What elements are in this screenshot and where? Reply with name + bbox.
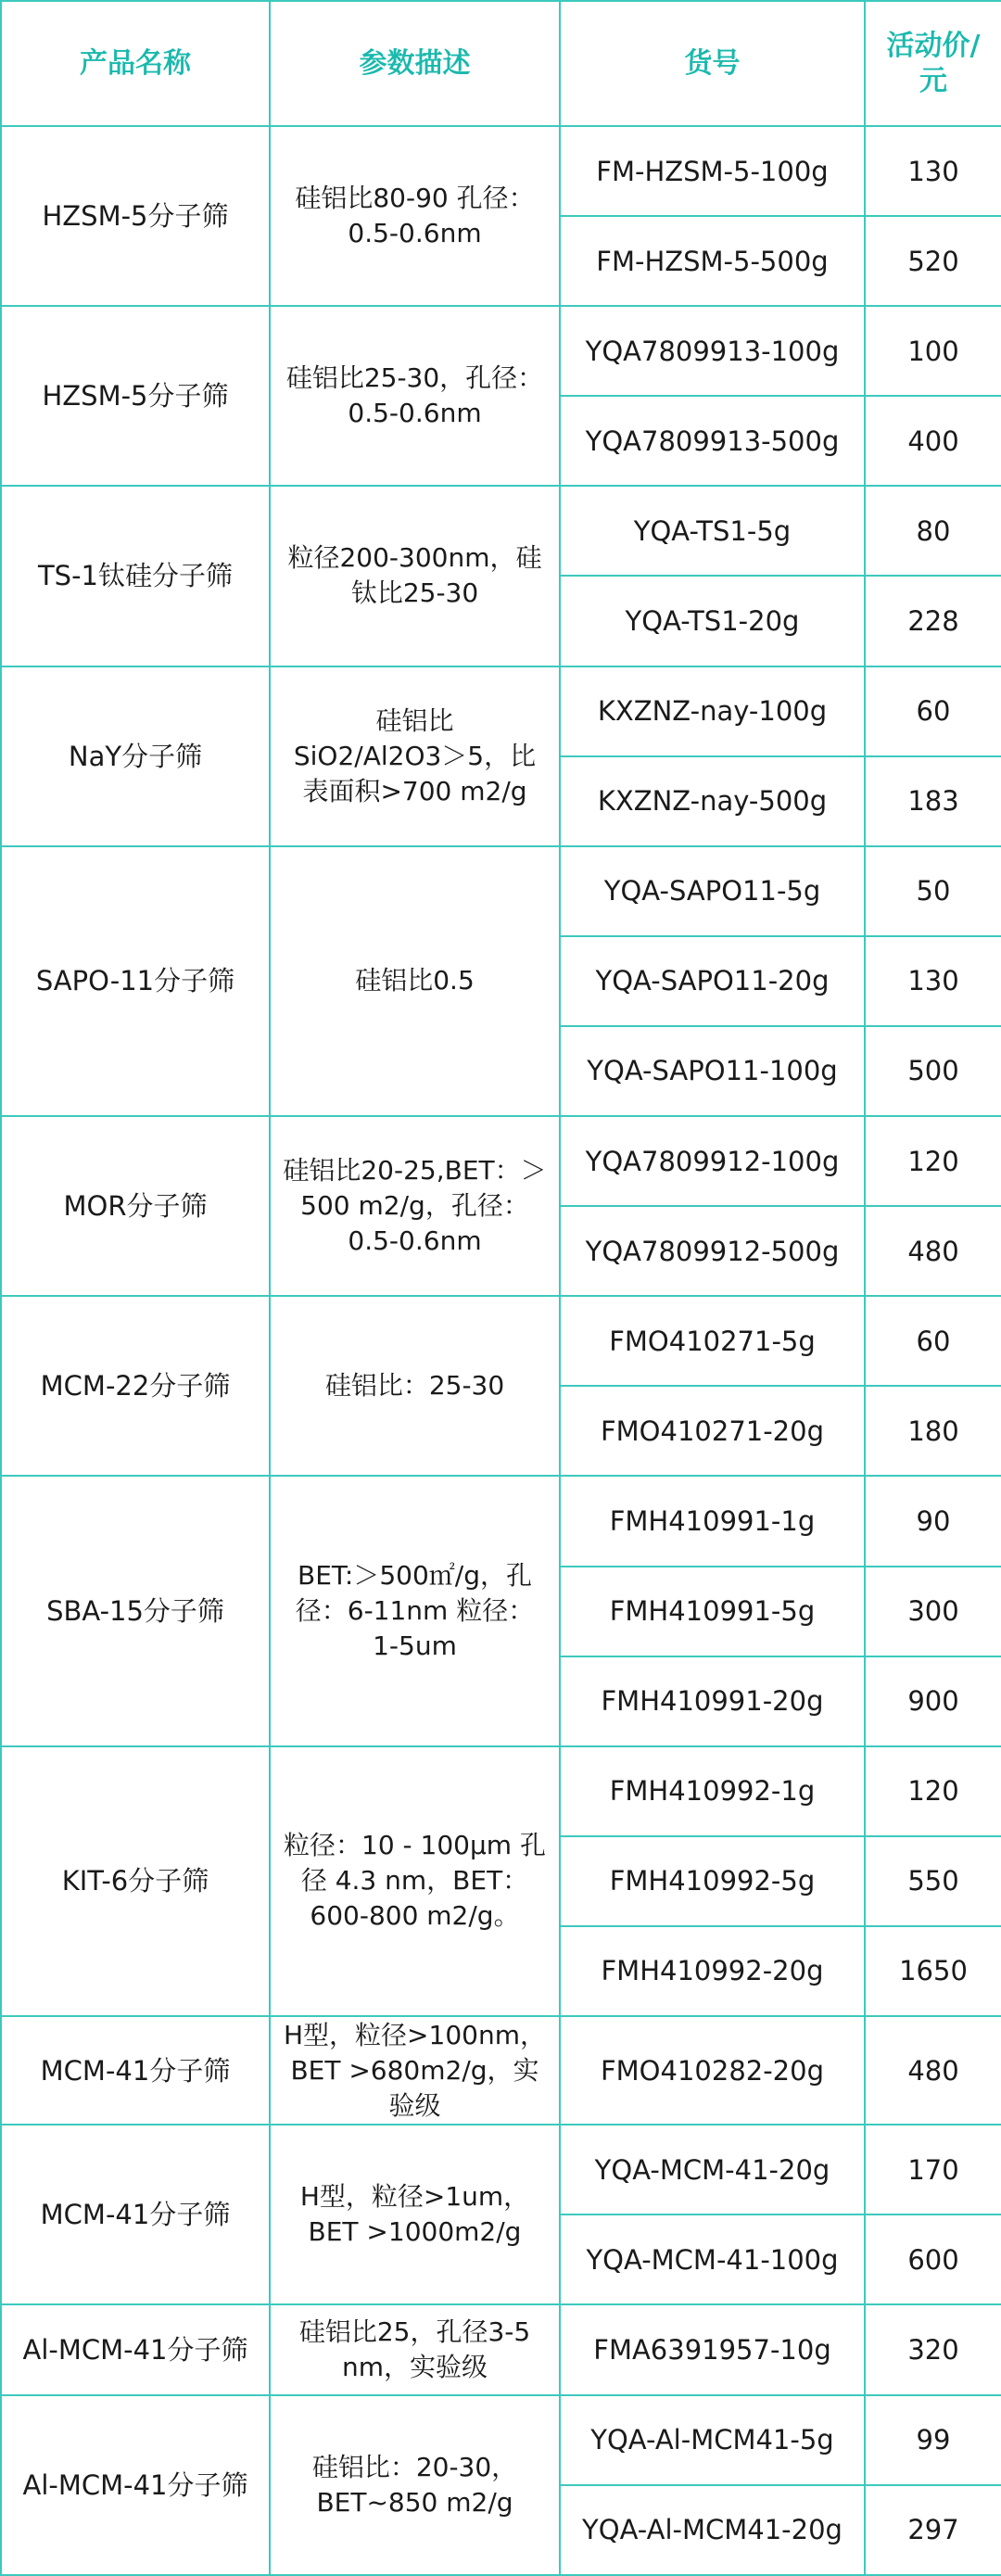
- description-line: 硅铝比80-90 孔径：: [295, 183, 535, 214]
- description-line: 硅铝比0.5: [355, 965, 475, 996]
- product-description-cell: [270, 1746, 560, 2016]
- price-cell: 80: [865, 486, 1001, 576]
- sku-cell: YQA7809913-100g: [560, 306, 865, 396]
- description-line: BET >1000m2/g: [308, 2216, 522, 2248]
- sku-cell: YQA-MCM-41-100g: [560, 2214, 865, 2304]
- sku-cell: YQA-TS1-20g: [560, 576, 865, 666]
- product-description-cell: [270, 1296, 560, 1476]
- sku-cell: FMH410992-1g: [560, 1746, 865, 1836]
- sku-cell: YQA-MCM-41-20g: [560, 2125, 865, 2214]
- sku-cell: KXZNZ-nay-100g: [560, 666, 865, 756]
- product-name-cell: SAPO-11分子筛: [1, 846, 270, 1116]
- description-line: H型，粒径>1um，: [299, 2181, 530, 2213]
- description-line: 0.5-0.6nm: [348, 218, 482, 249]
- product-name-cell: MCM-41分子筛: [1, 2125, 270, 2304]
- sku-cell: YQA-SAPO11-100g: [560, 1026, 865, 1116]
- description-line: nm，实验级: [341, 2352, 488, 2383]
- product-name-cell: HZSM-5分子筛: [1, 306, 270, 486]
- header-product-name: 产品名称: [1, 1, 270, 126]
- table-row: [1, 2304, 1001, 2394]
- description-line: 600-800 m2/g。: [310, 1900, 520, 1932]
- sku-cell: YQA7809912-100g: [560, 1116, 865, 1206]
- table-row: [1, 2395, 1001, 2485]
- product-description-cell: [270, 2395, 560, 2575]
- product-description-cell: [270, 2304, 560, 2394]
- description-line: 表面积>700 m2/g: [302, 775, 527, 806]
- description-line: BET:＞500㎡/g，孔: [297, 1560, 532, 1592]
- description-line: 钛比25-30: [350, 577, 479, 609]
- sku-cell: FMO410271-20g: [560, 1386, 865, 1476]
- product-name-cell: Al-MCM-41分子筛: [1, 2304, 270, 2394]
- price-cell: 520: [865, 216, 1001, 306]
- price-cell: 480: [865, 1206, 1001, 1296]
- price-cell: 99: [865, 2395, 1001, 2485]
- product-name-cell: NaY分子筛: [1, 666, 270, 846]
- description-line: 粒径：10 - 100μm 孔: [284, 1830, 546, 1861]
- sku-cell: FMO410282-20g: [560, 2016, 865, 2125]
- sku-cell: FMH410991-20g: [560, 1656, 865, 1746]
- product-name-cell: Al-MCM-41分子筛: [1, 2395, 270, 2575]
- sku-cell: YQA7809912-500g: [560, 1206, 865, 1296]
- description-line: 0.5-0.6nm: [348, 1225, 482, 1257]
- sku-cell: FMH410991-1g: [560, 1476, 865, 1566]
- sku-cell: FM-HZSM-5-100g: [560, 126, 865, 216]
- header-price-line-2: 元: [919, 64, 947, 97]
- table-body: [1, 126, 1001, 2575]
- product-description-cell: [270, 2016, 560, 2125]
- sku-cell: YQA-SAPO11-5g: [560, 846, 865, 936]
- price-cell: 550: [865, 1836, 1001, 1926]
- sku-cell: YQA-SAPO11-20g: [560, 936, 865, 1026]
- table-row: [1, 126, 1001, 216]
- product-description-cell: [270, 126, 560, 306]
- description-line: 径 4.3 nm，BET：: [300, 1865, 529, 1897]
- price-cell: 183: [865, 756, 1001, 846]
- sku-cell: FMH410992-5g: [560, 1836, 865, 1926]
- sku-cell: FMA6391957-10g: [560, 2304, 865, 2394]
- price-cell: 900: [865, 1656, 1001, 1746]
- price-cell: 170: [865, 2125, 1001, 2214]
- sku-cell: YQA-TS1-5g: [560, 486, 865, 576]
- sku-cell: FM-HZSM-5-500g: [560, 216, 865, 306]
- table-row: [1, 486, 1001, 576]
- price-cell: 228: [865, 576, 1001, 666]
- sku-cell: FMH410991-5g: [560, 1567, 865, 1656]
- price-cell: 300: [865, 1567, 1001, 1656]
- description-line: 硅铝比：25-30: [324, 1370, 505, 1402]
- price-cell: 130: [865, 126, 1001, 216]
- header-price-line-1: 活动价/: [886, 29, 981, 62]
- sku-cell: FMO410271-5g: [560, 1296, 865, 1386]
- description-line: 0.5-0.6nm: [348, 398, 482, 429]
- description-line: 径：6-11nm 粒径：: [295, 1595, 535, 1627]
- product-name-cell: MCM-41分子筛: [1, 2016, 270, 2125]
- description-line: BET >680m2/g，实: [290, 2054, 539, 2086]
- sku-cell: FMH410992-20g: [560, 1926, 865, 2016]
- price-cell: 90: [865, 1476, 1001, 1566]
- description-line: BET~850 m2/g: [316, 2486, 513, 2518]
- description-line: 硅铝比25，孔径3-5: [298, 2316, 531, 2348]
- header-description: 参数描述: [270, 1, 560, 126]
- product-description-cell: [270, 1116, 560, 1296]
- price-cell: 120: [865, 1116, 1001, 1206]
- product-name-cell: HZSM-5分子筛: [1, 126, 270, 306]
- price-cell: 500: [865, 1026, 1001, 1116]
- table-row: [1, 306, 1001, 396]
- description-line: 硅铝比20-25,BET：＞: [283, 1155, 547, 1186]
- product-description-cell: [270, 666, 560, 846]
- description-line: 硅铝比: [375, 704, 454, 736]
- product-description-cell: [270, 846, 560, 1116]
- product-name-cell: SBA-15分子筛: [1, 1476, 270, 1745]
- description-line: 1-5um: [373, 1631, 457, 1662]
- price-cell: 60: [865, 1296, 1001, 1386]
- description-line: 硅铝比：20-30，: [311, 2451, 518, 2482]
- description-line: 粒径200-300nm，硅: [287, 542, 542, 574]
- sku-cell: KXZNZ-nay-500g: [560, 756, 865, 846]
- product-description-cell: [270, 1476, 560, 1745]
- table-row: [1, 1476, 1001, 1566]
- price-cell: 1650: [865, 1926, 1001, 2016]
- product-name-cell: MOR分子筛: [1, 1116, 270, 1296]
- price-cell: 180: [865, 1386, 1001, 1476]
- price-cell: 400: [865, 396, 1001, 486]
- price-cell: 320: [865, 2304, 1001, 2394]
- sku-cell: YQA-Al-MCM41-5g: [560, 2395, 865, 2485]
- header-sku: 货号: [560, 1, 865, 126]
- price-cell: 50: [865, 846, 1001, 936]
- table-row: [1, 2125, 1001, 2214]
- product-description-cell: [270, 2125, 560, 2304]
- description-line: 验级: [388, 2089, 441, 2121]
- header-price: [865, 1, 1001, 126]
- price-cell: 130: [865, 936, 1001, 1026]
- product-name-cell: TS-1钛硅分子筛: [1, 486, 270, 666]
- table-row: [1, 1116, 1001, 1206]
- table-row: [1, 846, 1001, 936]
- price-cell: 600: [865, 2214, 1001, 2304]
- description-line: 500 m2/g，孔径：: [300, 1190, 529, 1222]
- description-line: 硅铝比25-30，孔径：: [285, 362, 544, 394]
- product-name-cell: KIT-6分子筛: [1, 1746, 270, 2016]
- price-cell: 480: [865, 2016, 1001, 2125]
- table-row: [1, 1746, 1001, 1836]
- price-cell: 100: [865, 306, 1001, 396]
- table-row: [1, 1296, 1001, 1386]
- sku-cell: YQA-Al-MCM41-20g: [560, 2485, 865, 2575]
- sku-cell: YQA7809913-500g: [560, 396, 865, 486]
- price-cell: 297: [865, 2485, 1001, 2575]
- product-description-cell: [270, 306, 560, 486]
- product-description-cell: [270, 486, 560, 666]
- table-row: [1, 2016, 1001, 2125]
- table-header-row: [1, 1, 1001, 126]
- description-line: SiO2/Al2O3＞5，比: [293, 740, 537, 771]
- description-line: H型，粒径>100nm，: [284, 2019, 546, 2050]
- product-name-cell: MCM-22分子筛: [1, 1296, 270, 1476]
- price-cell: 120: [865, 1746, 1001, 1836]
- price-cell: 60: [865, 666, 1001, 756]
- table-row: [1, 666, 1001, 756]
